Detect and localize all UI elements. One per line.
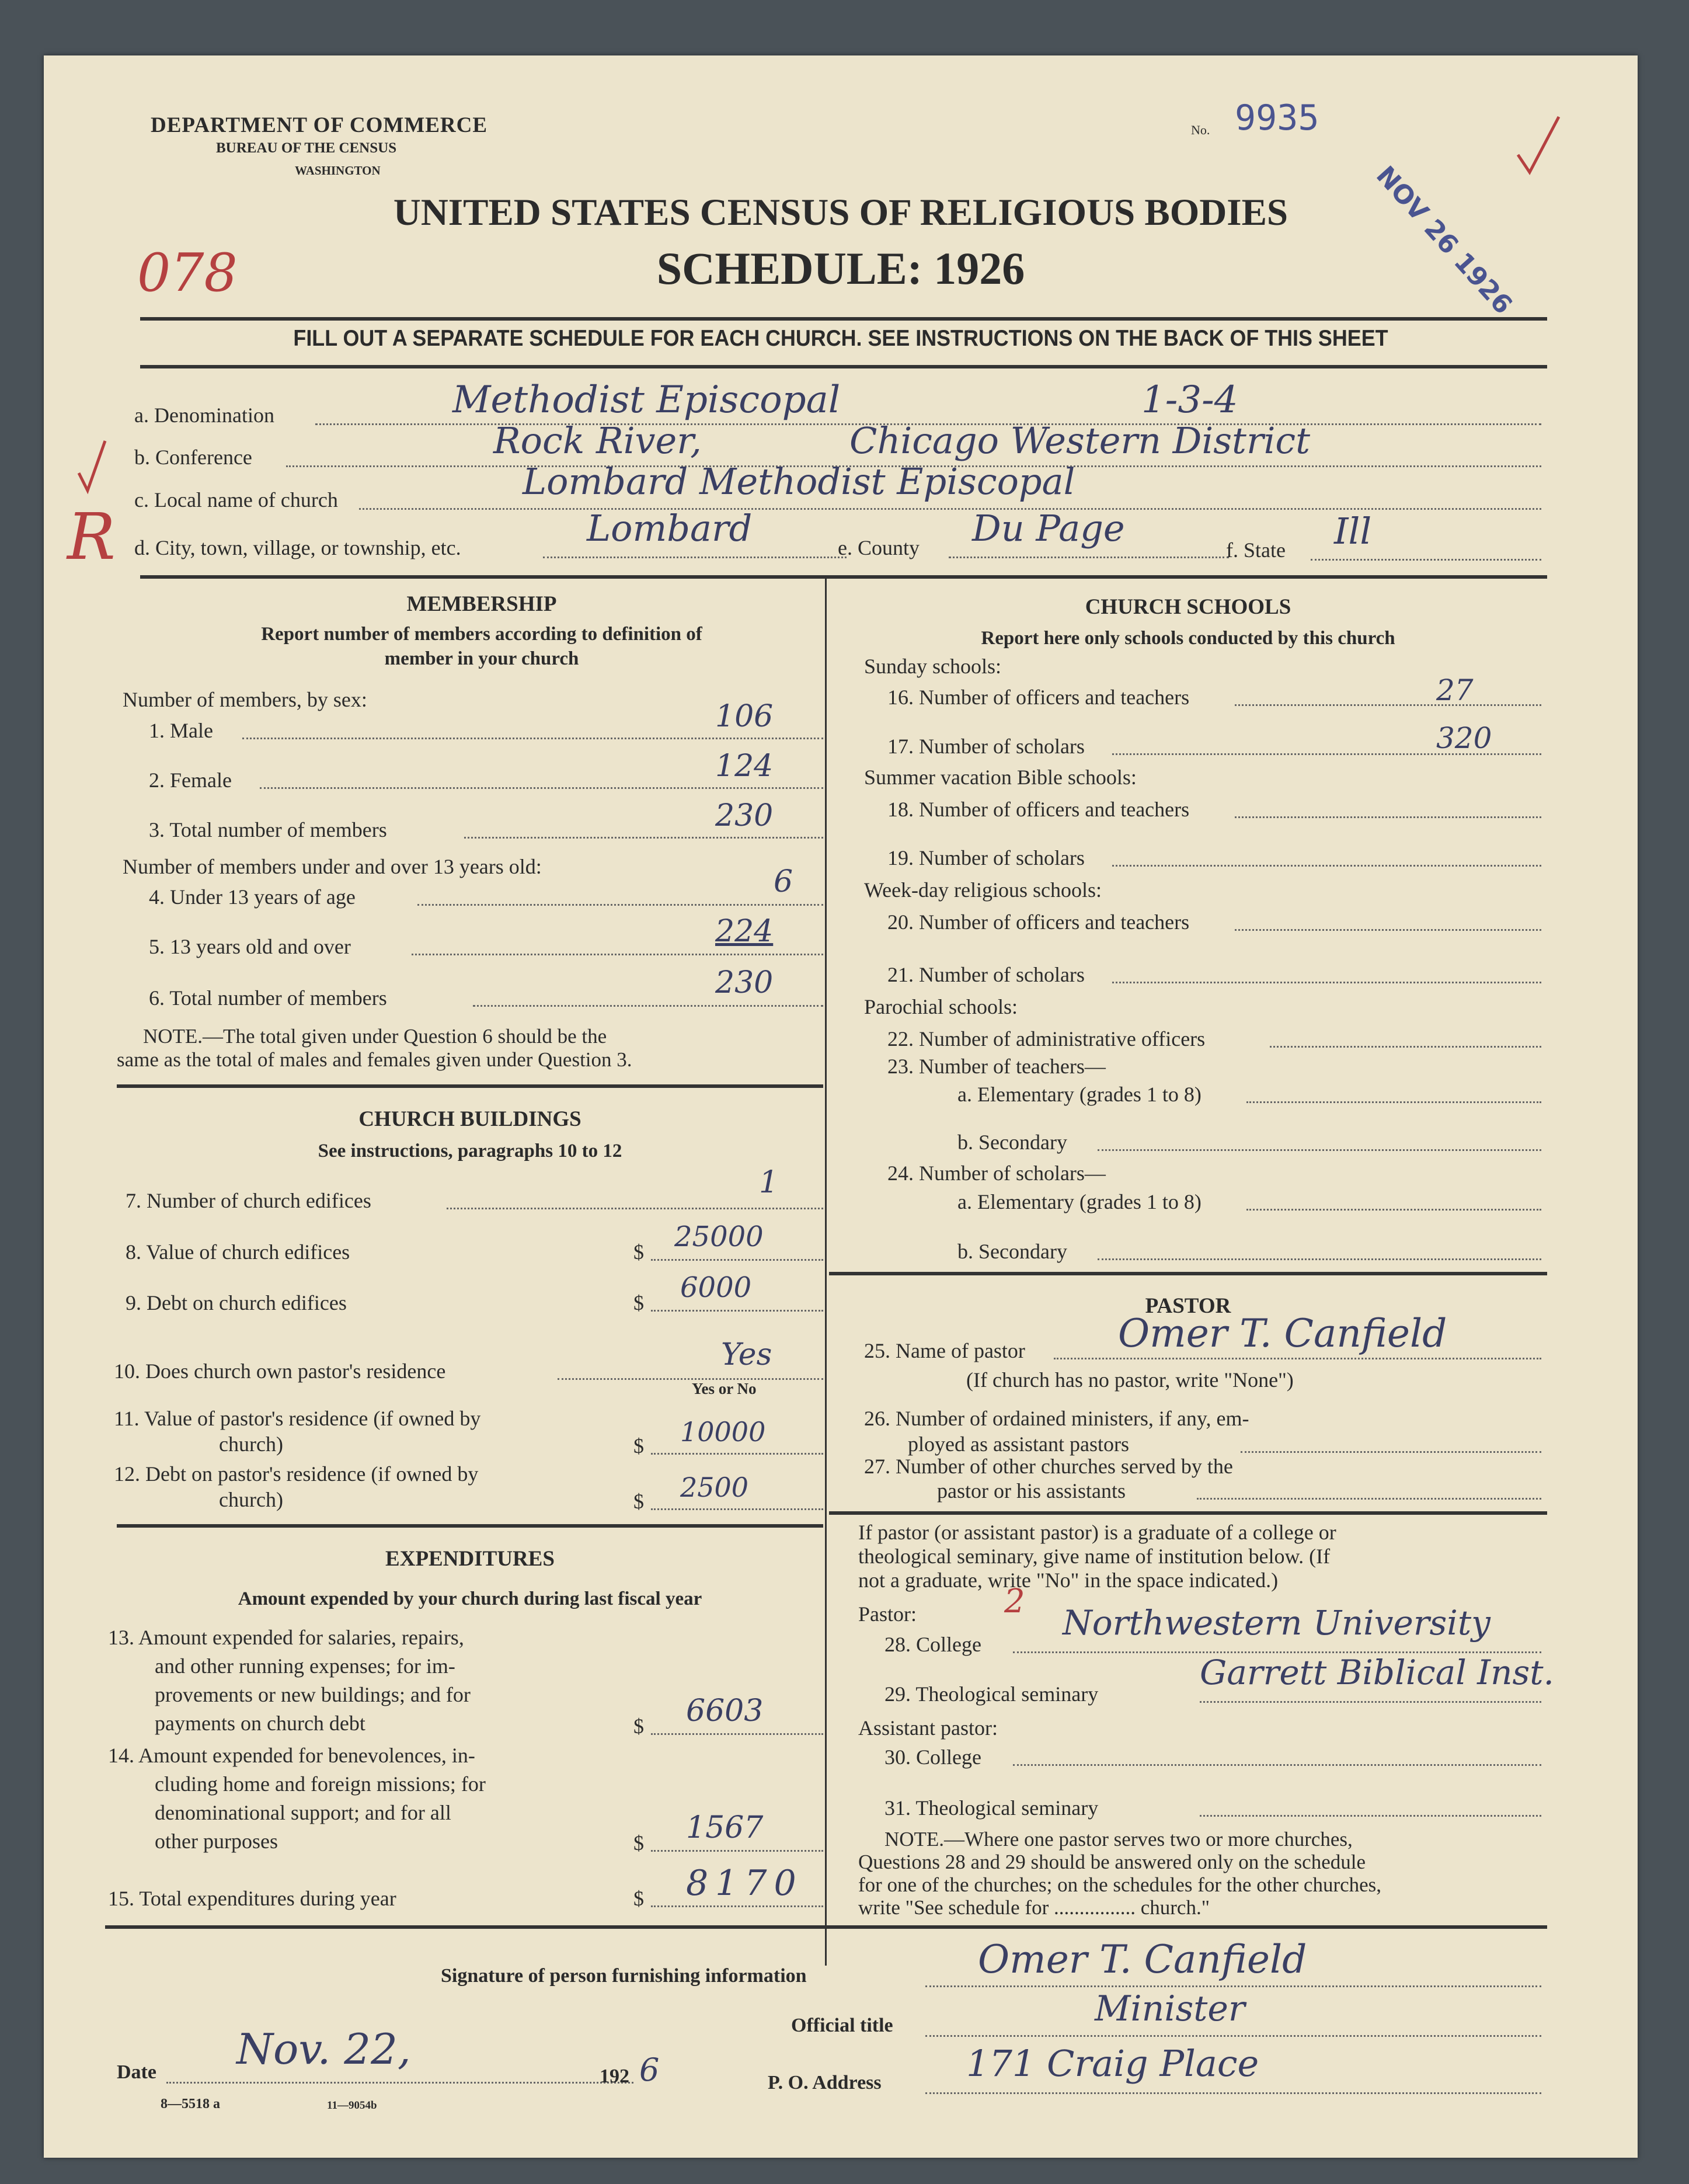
dollar-sign-9: $	[633, 1291, 644, 1314]
date-line	[166, 2082, 633, 2084]
year-digit[interactable]: 6	[639, 2051, 660, 2088]
year-prefix: 192	[600, 2065, 629, 2087]
pastor-rule	[829, 1511, 1547, 1515]
running-expenses-label-3: provements or new buildings; and for	[155, 1683, 471, 1706]
county-line	[949, 557, 1229, 558]
pastor-name-note: (If church has no pastor, write "None")	[966, 1368, 1294, 1392]
total-expenditures-line	[651, 1905, 823, 1907]
edifices-value-line	[651, 1259, 823, 1261]
official-title-line	[925, 2035, 1541, 2037]
expenditures-intro: Amount expended by your church during last fiscal year	[238, 1588, 702, 1609]
pastor-college-label: 28. College	[884, 1633, 981, 1656]
signature-line	[925, 1985, 1541, 1987]
county-value[interactable]: Du Page	[972, 507, 1125, 550]
benevolences-label-2: cluding home and foreign missions; for	[155, 1772, 486, 1796]
denomination-code: 1-3-4	[1141, 378, 1238, 422]
po-address-value[interactable]: 171 Craig Place	[966, 2042, 1259, 2085]
weekday-officers-label: 20. Number of officers and teachers	[887, 910, 1190, 934]
total-members-label: 3. Total number of members	[149, 818, 387, 841]
red-reference-mark: 078	[137, 242, 238, 304]
residence-value-value[interactable]: 10000	[680, 1416, 766, 1448]
form-title: UNITED STATES CENSUS OF RELIGIOUS BODIES	[393, 192, 1288, 234]
parochial-admin-line	[1270, 1046, 1541, 1048]
assistant-pastor-subheading: Assistant pastor:	[858, 1716, 998, 1740]
running-expenses-line	[651, 1733, 823, 1735]
pastor-name-label: 25. Name of pastor	[864, 1339, 1025, 1362]
assistant-pastors-label-2: ployed as assistant pastors	[908, 1432, 1129, 1456]
pastor-heading: PASTOR	[1145, 1294, 1231, 1318]
state-value[interactable]: Ill	[1334, 510, 1372, 552]
other-churches-line	[1197, 1498, 1541, 1500]
weekday-scholars-label: 21. Number of scholars	[887, 963, 1085, 986]
conference-value[interactable]: Rock River,	[493, 419, 702, 462]
total-expenditures-label: 15. Total expenditures during year	[108, 1887, 396, 1910]
yes-no-hint: Yes or No	[692, 1380, 757, 1397]
membership-intro-1: Report number of members according to definition of	[261, 624, 702, 645]
pastor-seminary-line	[1200, 1701, 1541, 1703]
running-expenses-label-4: payments on church debt	[155, 1712, 365, 1735]
pastor-subheading: Pastor:	[858, 1602, 917, 1626]
assistant-pastors-line	[1241, 1451, 1541, 1453]
running-expenses-value[interactable]: 6603	[686, 1693, 764, 1729]
graduate-instructions-2: theological seminary, give name of institution below. (If	[858, 1545, 1331, 1568]
edifices-debt-label: 9. Debt on church edifices	[126, 1291, 347, 1314]
parochial-scholars-label: 24. Number of scholars—	[887, 1161, 1106, 1185]
schedule-number-stamp: 9935	[1235, 98, 1319, 138]
under-13-label: 4. Under 13 years of age	[149, 885, 356, 909]
dollar-sign-8: $	[633, 1240, 644, 1264]
header-rule	[140, 317, 1547, 321]
edifices-debt-value[interactable]: 6000	[680, 1271, 752, 1304]
over-13-label: 5. 13 years old and over	[149, 935, 351, 958]
male-value[interactable]: 106	[715, 699, 774, 734]
sunday-officers-line	[1235, 704, 1541, 706]
other-churches-label-1: 27. Number of other churches served by the	[864, 1455, 1233, 1478]
census-schedule-page	[44, 55, 1638, 2158]
assistant-pastors-label-1: 26. Number of ordained ministers, if any, em-	[864, 1407, 1249, 1430]
membership-note-1: NOTE.—The total given under Question 6 should be the	[143, 1025, 607, 1048]
schools-rule	[829, 1272, 1547, 1275]
parochial-teachers-label: 23. Number of teachers—	[887, 1055, 1106, 1078]
male-label: 1. Male	[149, 719, 213, 742]
local-name-label: c. Local name of church	[134, 488, 338, 512]
female-value[interactable]: 124	[715, 749, 774, 784]
running-expenses-label-1: 13. Amount expended for salaries, repairs,	[108, 1626, 464, 1649]
edifices-number-label: 7. Number of church edifices	[126, 1189, 371, 1212]
benevolences-value[interactable]: 1567	[686, 1810, 764, 1845]
sunday-officers-value[interactable]: 27	[1436, 673, 1474, 707]
assistant-seminary-line	[1200, 1815, 1541, 1817]
edifices-value-value[interactable]: 25000	[674, 1220, 764, 1253]
total-members-line	[464, 837, 823, 839]
pastor-name-value[interactable]: Omer T. Canfield	[1118, 1311, 1447, 1356]
benevolences-label-4: other purposes	[155, 1830, 278, 1853]
assistant-college-line	[1013, 1764, 1541, 1766]
edifices-number-value[interactable]: 1	[759, 1165, 779, 1200]
under-over-label: Number of members under and over 13 years old:	[123, 855, 542, 878]
conference-district-value: Chicago Western District	[849, 419, 1311, 462]
residence-debt-label-2: church)	[219, 1488, 283, 1511]
scholars-secondary-label: b. Secondary	[957, 1240, 1067, 1263]
instruction-banner: FILL OUT A SEPARATE SCHEDULE FOR EACH CHURCH. SEE INSTRUCTIONS ON THE BACK OF THIS SHEET	[293, 326, 1388, 351]
department-heading: DEPARTMENT OF COMMERCE	[151, 113, 488, 137]
dollar-sign-13: $	[633, 1714, 644, 1738]
residence-debt-label-1: 12. Debt on pastor's residence (if owned by	[114, 1462, 479, 1486]
over-13-value[interactable]: 224	[715, 914, 774, 949]
checkmark-icon	[1515, 114, 1562, 178]
graduate-instructions-1: If pastor (or assistant pastor) is a graduate of a college or	[858, 1521, 1336, 1544]
pastor-college-value[interactable]: Northwestern University	[1063, 1603, 1491, 1643]
summer-scholars-line	[1112, 865, 1541, 867]
teachers-secondary-label: b. Secondary	[957, 1131, 1067, 1154]
owns-residence-line	[558, 1378, 823, 1380]
other-churches-label-2: pastor or his assistants	[937, 1479, 1126, 1503]
conference-label: b. Conference	[134, 446, 252, 469]
members-by-sex-label: Number of members, by sex:	[123, 688, 367, 711]
membership-note-2: same as the total of males and females given under Question 3.	[117, 1048, 632, 1071]
signature-value[interactable]: Omer T. Canfield	[978, 1937, 1307, 1982]
schools-heading: CHURCH SCHOOLS	[1085, 595, 1291, 619]
official-title-value[interactable]: Minister	[1095, 1988, 1245, 2029]
parochial-schools-label: Parochial schools:	[864, 995, 1018, 1018]
city-line	[543, 557, 847, 558]
benevolences-label-1: 14. Amount expended for benevolences, in-	[108, 1744, 475, 1767]
benevolences-line	[651, 1850, 823, 1852]
state-label: f. State	[1226, 538, 1286, 562]
date-label: Date	[117, 2061, 156, 2083]
received-date-stamp: NOV 26 1926	[1370, 161, 1519, 321]
total-expenditures-value[interactable]: 8170	[686, 1863, 803, 1904]
assistant-college-label: 30. College	[884, 1745, 981, 1769]
identity-rule	[140, 575, 1547, 579]
residence-debt-line	[651, 1508, 823, 1510]
signature-label: Signature of person furnishing information	[441, 1965, 807, 1987]
pastor-note-2: Questions 28 and 29 should be answered only on the schedule	[858, 1851, 1366, 1873]
under-13-value[interactable]: 6	[774, 864, 793, 899]
benevolences-label-3: denominational support; and for all	[155, 1801, 451, 1824]
female-line	[260, 787, 823, 789]
sunday-schools-label: Sunday schools:	[864, 655, 1002, 678]
owns-residence-label: 10. Does church own pastor's residence	[114, 1359, 446, 1383]
female-label: 2. Female	[149, 768, 232, 792]
pastor-note-3: for one of the churches; on the schedules for the other churches,	[858, 1873, 1382, 1896]
total-members-value[interactable]: 230	[715, 798, 774, 833]
county-label: e. County	[838, 536, 920, 559]
pastor-red-mark: 2	[1004, 1583, 1025, 1620]
buildings-rule	[117, 1524, 823, 1528]
edifices-number-line	[447, 1208, 823, 1209]
pastor-note-4: write "See schedule for ................ church."	[858, 1896, 1210, 1919]
expenditures-heading: EXPENDITURES	[385, 1547, 555, 1571]
parochial-admin-label: 22. Number of administrative officers	[887, 1027, 1206, 1051]
city-heading: WASHINGTON	[295, 164, 381, 178]
summer-scholars-label: 19. Number of scholars	[887, 846, 1085, 870]
residence-value-label-2: church)	[219, 1432, 283, 1456]
residence-debt-value[interactable]: 2500	[680, 1472, 749, 1503]
teachers-secondary-line	[1098, 1149, 1541, 1151]
denomination-value[interactable]: Methodist Episcopal	[452, 378, 841, 422]
sunday-scholars-value[interactable]: 320	[1436, 721, 1492, 755]
footer-rule	[105, 1925, 1547, 1929]
male-line	[242, 738, 823, 739]
form-number: 8—5518 a	[161, 2096, 220, 2112]
denomination-label: a. Denomination	[134, 404, 274, 427]
pastor-seminary-label: 29. Theological seminary	[884, 1682, 1099, 1706]
po-address-label: P. O. Address	[768, 2072, 882, 2093]
number-prefix: No.	[1191, 123, 1210, 137]
summer-officers-label: 18. Number of officers and teachers	[887, 798, 1190, 821]
scholars-elementary-line	[1246, 1209, 1541, 1211]
graduate-instructions-3: not a graduate, write "No" in the space indicated.)	[858, 1569, 1279, 1592]
column-divider	[825, 579, 827, 1966]
sunday-scholars-label: 17. Number of scholars	[887, 735, 1085, 758]
date-value[interactable]: Nov. 22,	[236, 2025, 411, 2074]
city-value[interactable]: Lombard	[587, 507, 753, 550]
owns-residence-value[interactable]: Yes	[721, 1337, 772, 1372]
dollar-sign-15: $	[633, 1887, 644, 1910]
summer-schools-label: Summer vacation Bible schools:	[864, 766, 1137, 789]
under-13-line	[417, 904, 823, 906]
buildings-intro: See instructions, paragraphs 10 to 12	[318, 1140, 622, 1161]
weekday-scholars-line	[1112, 982, 1541, 983]
form-subtitle: SCHEDULE: 1926	[656, 243, 1025, 294]
pastor-name-line	[1054, 1358, 1541, 1359]
running-expenses-label-2: and other running expenses; for im-	[155, 1654, 455, 1678]
po-address-line	[925, 2092, 1541, 2094]
pastor-note-1: NOTE.—Where one pastor serves two or more churches,	[884, 1828, 1353, 1851]
total-members-6-label: 6. Total number of members	[149, 986, 387, 1010]
total-members-6-value[interactable]: 230	[715, 965, 774, 1000]
schools-intro: Report here only schools conducted by this church	[981, 628, 1395, 649]
pastor-seminary-value[interactable]: Garrett Biblical Inst.	[1200, 1653, 1554, 1692]
membership-intro-2: member in your church	[384, 648, 579, 669]
instruction-rule	[140, 365, 1547, 368]
total-members-6-line	[473, 1005, 823, 1007]
margin-check-icon	[76, 438, 111, 496]
sunday-officers-label: 16. Number of officers and teachers	[887, 686, 1190, 709]
edifices-debt-line	[651, 1310, 823, 1312]
membership-heading: MEMBERSHIP	[406, 592, 557, 616]
margin-r-mark: R	[67, 499, 116, 574]
weekday-schools-label: Week-day religious schools:	[864, 878, 1102, 902]
official-title-label: Official title	[791, 2015, 893, 2036]
buildings-heading: CHURCH BUILDINGS	[358, 1107, 581, 1131]
dollar-sign-14: $	[633, 1831, 644, 1855]
assistant-seminary-label: 31. Theological seminary	[884, 1796, 1099, 1820]
over-13-line	[412, 954, 823, 955]
state-line	[1311, 559, 1541, 561]
teachers-elementary-label: a. Elementary (grades 1 to 8)	[957, 1083, 1202, 1106]
summer-officers-line	[1235, 816, 1541, 818]
teachers-elementary-line	[1246, 1101, 1541, 1103]
edifices-value-label: 8. Value of church edifices	[126, 1240, 350, 1264]
dollar-sign-12: $	[633, 1490, 644, 1513]
bureau-heading: BUREAU OF THE CENSUS	[216, 140, 397, 156]
city-label: d. City, town, village, or township, etc.	[134, 536, 461, 559]
residence-value-label-1: 11. Value of pastor's residence (if owned by	[114, 1407, 481, 1430]
weekday-officers-line	[1235, 929, 1541, 931]
dollar-sign-11: $	[633, 1434, 644, 1458]
form-number-secondary: 11—9054b	[327, 2099, 377, 2112]
scholars-secondary-line	[1098, 1258, 1541, 1260]
scholars-elementary-label: a. Elementary (grades 1 to 8)	[957, 1190, 1202, 1213]
membership-rule	[117, 1084, 823, 1088]
local-name-value[interactable]: Lombard Methodist Episcopal	[523, 460, 1075, 503]
residence-value-line	[651, 1453, 823, 1455]
